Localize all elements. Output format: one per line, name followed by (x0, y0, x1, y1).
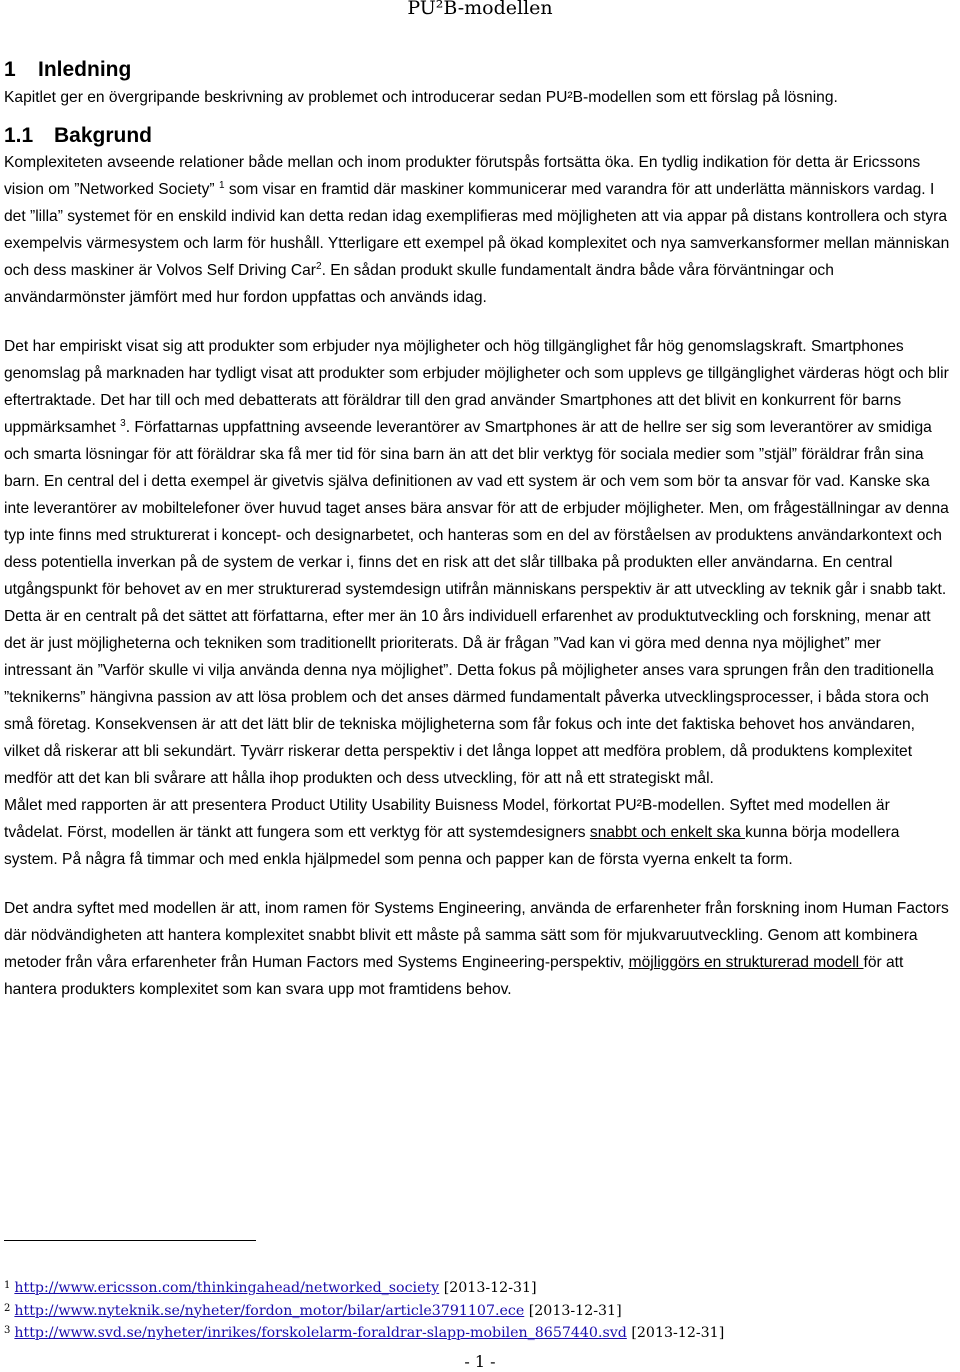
paragraph-gap (4, 873, 952, 895)
footnote-link[interactable]: http://www.svd.se/nyheter/inrikes/forskolelarm-foraldrar-slapp-mobilen_8657440.svd (14, 1325, 627, 1341)
underlined-phrase: möjliggörs en strukturerad modell (628, 954, 864, 971)
section-heading-1 (4, 56, 952, 84)
section-number: 1 (4, 58, 16, 81)
subsection-number: 1.1 (4, 124, 34, 147)
chapter-intro: Kapitlet ger en övergripande beskrivning av problemet och introducerar sedan PU²B-modellen som ett förslag på lösning. (4, 89, 838, 106)
footnote-date: [2013-12-31] (528, 1302, 622, 1319)
footnote-link[interactable]: http://www.ericsson.com/thinkingahead/networked_society (14, 1280, 440, 1296)
footnote-ref-2[interactable]: 2 (316, 261, 322, 272)
paragraph-gap (4, 311, 952, 333)
paragraph-second-purpose: Det andra syftet med modellen är att, inom ramen för Systems Engineering, använda de erfarenheter från forskning inom Human Factors där nödvändigheten att hantera komplexitet snabbt blivit ett måste på samma sätt som för mjukvaruutveckling. Genom att kombinera metoder från våra erfarenheter från Human Factors med Systems Engineering-perspektiv, möjliggörs en strukturerad modell för att hantera produkters komplexitet som kan svara upp mot framtidens behov. (4, 900, 949, 998)
body-content (4, 56, 952, 1003)
footnote-3: $^3$ http://www.svd.se/nyheter/inrikes/forskolelarm-foraldrar-slapp-mobilen_8657440.svd [2013-12-31] (4, 1325, 725, 1341)
paragraph-smartphones: Det har empiriskt visat sig att produkter som erbjuder nya möjligheter och hög tillgänglighet får hög genomslagskraft. Smartphones genomslag på marknaden har tydligt visat att produkter som erbjuder möjligheter och som upplevs ge tillgänglighet värderas högt och blir eftertraktade. Det har till och med debatterats att föräldrar till den grad använder Smartphones att det blivit en konkurrent för barns uppmärksamhet $^3$. Författarnas uppfattning avseende leverantörer av Smartphones är att de hellre ser sig som leverantörer av smidiga och smarta lösningar för att föräldrar ska få mer tid för sina barn än att det blir verktyg för sociala medier som ”stjäl” föräldrar från sina barn. En central del i detta exempel är givetvis själva definitionen av vad ett system är och vem som bör ta ansvar för vad. Kanske ska inte leverantörer av mobiltelefoner över huvud taget anses bära ansvar för att de erbjuder möjligheter. Men, om frågeställningar av denna typ inte finns med strukturerat i koncept- och designarbetet, och hanteras som en del av förståelsen av produktens användarkontext och dess potentiella inverkan på de system de verkar i, finns det en risk att det slår tillbaka på produkten eller användarna. En central utgångspunkt för behovet av en mer strukturerad systemdesign utifrån människans perspektiv är att utveckling av teknik går i snabb takt. Detta är en centralt på det sättet att författarna, efter mer än 10 års individuell erfarenhet av produktutveckling och forskning, menar att det är just möjligheterna och tekniken som traditionellt prioriterats. Då är frågan ”Vad kan vi göra med denna nya möjlighet” mer intressant än ”Varför skulle vi vilja använda denna nya möjlighet”. Detta fokus på möjligheter anses vara sprungen från den traditionella ”teknikerns” hängivna passion av att lösa problem och det anses därmed fundamentalt påverka utvecklingsprocesser, i båda stora och små företag. Konsekvensen är att det lätt blir de tekniska möjligheterna som får fokus och inte det faktiska behovet hos användaren, vilket då riskerar att bli sekundärt. Tyvärr riskerar detta perspektiv i det långa loppet att medföra problem, då produktens komplexitet medför att det kan bli svårare att hålla ihop produkten och dess utveckling, för att nå ett strategiskt mål. (4, 338, 949, 787)
footnotes (4, 1276, 954, 1344)
paragraph-complexity: Komplexiteten avseende relationer både mellan och inom produkter förutspås fortsätta öka. En tydlig indikation för detta är Ericssons vision om ”Networked Society” $^1$ som visar en framtid där maskiner kommunicerar med varandra för att underlätta människors vardag. I det ”lilla” systemet för en enskild individ kan detta redan idag exemplifieras med möjligheten att via appar på distans kontrollera och styra exempelvis värmesystem och larm för hushåll. Ytterligare ett exempel på ökad komplexitet och nya samverkansformer mellan människan och dess maskiner är Volvos Self Driving Car$^2$. En sådan produkt skulle fundamentalt ändra både våra förväntningar och användarmönster jämfört med hur fordon uppfattas och används idag. (4, 154, 950, 306)
section-title: Inledning (38, 58, 132, 81)
page-number: - 1 - (464, 1352, 496, 1371)
subsection-title: Bakgrund (54, 124, 153, 147)
footnote-link[interactable]: http://www.nyteknik.se/nyheter/fordon_motor/bilar/article3791107.ece (14, 1302, 525, 1319)
paragraph-goal: Målet med rapporten är att presentera Product Utility Usability Buisness Model, förkortat PU²B-modellen. Syftet med modellen är tvådelat. Först, modellen är tänkt att fungera som ett verktyg för att systemdesigners snabbt och enkelt ska kunna börja modellera system. På några få timmar och med enkla hjälpmedel som penna och papper kan de första vyerna enkelt ta form. (4, 797, 900, 868)
section-heading-1-1 (4, 123, 952, 149)
footnote-ref-3[interactable]: 3 (120, 418, 126, 429)
footnote-1: $^1$ http://www.ericsson.com/thinkingahead/networked_society [2013-12-31] (4, 1280, 537, 1296)
underlined-phrase: snabbt och enkelt ska (589, 824, 746, 841)
footnote-date: [2013-12-31] (443, 1280, 537, 1296)
footnote-ref-1[interactable]: 1 (218, 180, 225, 191)
running-header: PU²B-modellen (407, 0, 553, 19)
footnote-separator (4, 1240, 256, 1241)
footnote-date: [2013-12-31] (631, 1325, 725, 1341)
footnote-2: $^2$ http://www.nyteknik.se/nyheter/fordon_motor/bilar/article3791107.ece [2013-12-31] (4, 1302, 622, 1319)
